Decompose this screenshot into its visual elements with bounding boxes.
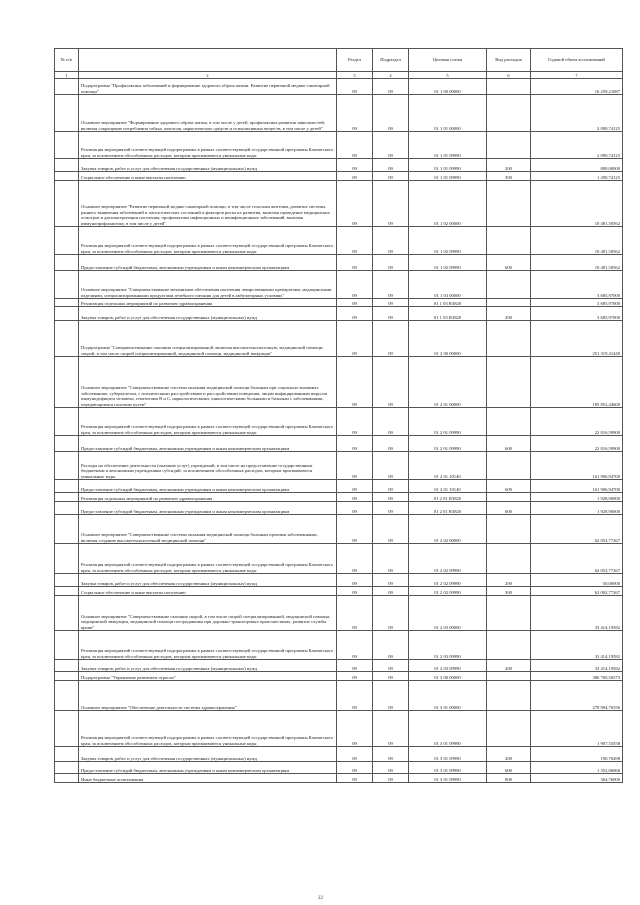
row-expense-type: [487, 493, 531, 502]
row-target-article: 01 2 03 09990: [409, 631, 487, 660]
row-section: 09: [337, 95, 373, 132]
row-expense-type: [487, 408, 531, 436]
row-expense-type: [487, 132, 531, 159]
row-target-article: 01 1 03 R3820: [409, 307, 487, 321]
row-subsection: 09: [373, 452, 409, 480]
row-target-article: 01 2 01 R3820: [409, 493, 487, 502]
row-number: [55, 436, 79, 452]
table-row: [55, 515, 623, 544]
row-subsection: 09: [373, 299, 409, 307]
row-description: Социальное обеспечение и иные выплаты населению: [79, 587, 337, 596]
row-expense-type: 300: [487, 172, 531, 181]
row-subsection: 09: [373, 321, 409, 357]
row-section: 09: [337, 502, 373, 515]
row-expense-type: [487, 544, 531, 574]
row-target-article: 01 2 02 09990: [409, 587, 487, 596]
row-section: 09: [337, 762, 373, 774]
header-name: [79, 49, 337, 72]
table-row: [55, 299, 623, 307]
row-number: [55, 79, 79, 95]
row-subsection: 09: [373, 660, 409, 672]
row-section: 09: [337, 660, 373, 672]
row-amount: 1 928,90000: [531, 502, 623, 515]
table-row: [55, 271, 623, 299]
table-row: [55, 631, 623, 660]
row-subsection: 09: [373, 672, 409, 681]
row-expense-type: 200: [487, 660, 531, 672]
row-subsection: 09: [373, 95, 409, 132]
row-description: Закупка товаров, работ и услуг для обеспечения государственных (муниципальных) нужд: [79, 574, 337, 587]
row-section: 09: [337, 299, 373, 307]
row-expense-type: [487, 631, 531, 660]
row-target-article: 01 1 01 09990: [409, 172, 487, 181]
table-row: [55, 544, 623, 574]
row-target-article: 01 1 02 09990: [409, 227, 487, 255]
row-number: [55, 596, 79, 631]
row-description: Предоставление субсидий бюджетным, автономным учреждениям и иным некоммерческим организациям: [79, 255, 337, 271]
row-target-article: 01 1 01 09990: [409, 132, 487, 159]
row-target-article: 01 2 03 09990: [409, 660, 487, 672]
row-number: [55, 159, 79, 172]
row-target-article: 01 2 00 00000: [409, 321, 487, 357]
row-number: [55, 408, 79, 436]
row-target-article: 01 2 03 00000: [409, 596, 487, 631]
row-amount: 10 481,50562: [531, 255, 623, 271]
table-row: [55, 181, 623, 227]
row-number: [55, 255, 79, 271]
row-target-article: 01 1 02 00000: [409, 181, 487, 227]
row-subsection: 09: [373, 227, 409, 255]
row-target-article: 01 3 01 00000: [409, 681, 487, 711]
row-expense-type: [487, 227, 531, 255]
row-amount: 185 852,44600: [531, 357, 623, 408]
table-row: [55, 660, 623, 672]
row-expense-type: [487, 515, 531, 544]
row-number: [55, 681, 79, 711]
row-target-article: 01 2 01 00000: [409, 357, 487, 408]
row-number: [55, 747, 79, 762]
table-row: [55, 321, 623, 357]
row-number: [55, 774, 79, 783]
table-row: [55, 227, 623, 255]
table-row: [55, 574, 623, 587]
row-description: Основное мероприятие "Совершенствование системы оказания медицинской помощи больным при социально-значимых заболеваниях: туберкулезом, с психическими расстройствами и расстройствами поведения, лицам инфицированным вирусом иммунодефицита человека, гепатитами B и C, наркологическими, онкологическими больными и больным с заболеваниями, передающимися половым путем": [79, 357, 337, 408]
row-section: 09: [337, 574, 373, 587]
row-expense-type: 200: [487, 307, 531, 321]
row-subsection: 09: [373, 255, 409, 271]
row-expense-type: 800: [487, 774, 531, 783]
row-amount: 3 685,97000: [531, 271, 623, 299]
column-number: 3: [337, 72, 373, 79]
row-target-article: 01 1 00 00000: [409, 79, 487, 95]
row-subsection: 09: [373, 587, 409, 596]
column-number: 7: [531, 72, 623, 79]
row-subsection: 09: [373, 480, 409, 493]
header-section: Раздел: [337, 49, 373, 72]
row-subsection: 09: [373, 631, 409, 660]
row-subsection: 09: [373, 271, 409, 299]
row-number: [55, 271, 79, 299]
table-row: [55, 452, 623, 480]
table-row: [55, 762, 623, 774]
table-row: [55, 408, 623, 436]
row-description: Основное мероприятие "Обеспечение деятельности системы здравоохранения": [79, 681, 337, 711]
row-description: Расходы на обеспечение деятельности (оказание услуг) учреждений, в том числе на предоставление государственным бюджетным и автономным учреждениям субсидий, за исключением обособленных расходов, которым присваиваются уникальные коды: [79, 452, 337, 480]
row-description: Предоставление субсидий бюджетным, автономным учреждениям и иным некоммерческим организациям: [79, 762, 337, 774]
row-subsection: 09: [373, 132, 409, 159]
row-amount: 22 016,59900: [531, 408, 623, 436]
row-section: 09: [337, 596, 373, 631]
column-number-row: [55, 72, 623, 79]
row-subsection: 09: [373, 747, 409, 762]
table-row: [55, 307, 623, 321]
row-amount: 2 090,74125: [531, 132, 623, 159]
row-expense-type: 600: [487, 762, 531, 774]
table-row: [55, 95, 623, 132]
row-section: 09: [337, 307, 373, 321]
row-amount: 16 259,21087: [531, 79, 623, 95]
table-row: [55, 596, 623, 631]
row-section: 09: [337, 227, 373, 255]
row-amount: 800,00000: [531, 159, 623, 172]
row-subsection: 09: [373, 574, 409, 587]
row-description: Реализация мероприятий соответствующей подпрограммы в рамках соответствующей государственной программы Камчатского края, за исключением обособленных расходов, которым присваиваются уникальные коды: [79, 227, 337, 255]
row-target-article: 01 2 01 10140: [409, 452, 487, 480]
row-section: 09: [337, 515, 373, 544]
row-target-article: 01 2 01 09990: [409, 436, 487, 452]
table-row: [55, 480, 623, 493]
row-description: Предоставление субсидий бюджетным, автономным учреждениям и иным некоммерческим организациям: [79, 436, 337, 452]
row-subsection: 09: [373, 357, 409, 408]
row-section: 09: [337, 631, 373, 660]
row-target-article: 01 3 01 09990: [409, 711, 487, 747]
row-number: [55, 762, 79, 774]
row-subsection: 09: [373, 79, 409, 95]
row-subsection: 09: [373, 436, 409, 452]
row-subsection: 09: [373, 159, 409, 172]
row-number: [55, 544, 79, 574]
row-expense-type: 600: [487, 480, 531, 493]
row-target-article: 01 2 01 09990: [409, 408, 487, 436]
table-row: [55, 502, 623, 515]
table-row: [55, 436, 623, 452]
header-expense-type: Вид расходов: [487, 49, 531, 72]
row-expense-type: 200: [487, 574, 531, 587]
table-row: [55, 159, 623, 172]
row-number: [55, 480, 79, 493]
header-target-article: Целевая статья: [409, 49, 487, 72]
row-expense-type: [487, 95, 531, 132]
row-target-article: 01 2 01 10140: [409, 480, 487, 493]
row-number: [55, 95, 79, 132]
table-row: [55, 493, 623, 502]
row-subsection: 09: [373, 711, 409, 747]
table-row: [55, 172, 623, 181]
row-expense-type: [487, 321, 531, 357]
row-expense-type: 600: [487, 436, 531, 452]
row-description: Основное мероприятие "Совершенствование оказания скорой, в том числе скорой специализированной, медицинской помощи, медицинской эвакуации, медицинской помощи пострадавшим при дорожно-транспортных происшествиях, развитие службы крови": [79, 596, 337, 631]
table-row: [55, 711, 623, 747]
row-description: Реализация отдельных мероприятий по развитию здравоохранения: [79, 299, 337, 307]
row-amount: 50,00000: [531, 574, 623, 587]
column-number: 2: [79, 72, 337, 79]
row-target-article: 01 1 01 09990: [409, 159, 487, 172]
row-target-article: 01 3 01 09990: [409, 774, 487, 783]
row-section: 09: [337, 436, 373, 452]
header-subsection: Подраздел: [373, 49, 409, 72]
page-number: 22: [318, 896, 323, 901]
row-amount: 161 906,94700: [531, 480, 623, 493]
row-amount: 190,70498: [531, 747, 623, 762]
row-subsection: 09: [373, 493, 409, 502]
table-row: [55, 747, 623, 762]
row-subsection: 09: [373, 181, 409, 227]
row-amount: 161 906,94700: [531, 452, 623, 480]
row-section: 09: [337, 79, 373, 95]
row-number: [55, 299, 79, 307]
row-expense-type: [487, 452, 531, 480]
row-target-article: 01 3 01 09990: [409, 747, 487, 762]
table-row: [55, 357, 623, 408]
row-subsection: 09: [373, 774, 409, 783]
row-description: Закупка товаров, работ и услуг для обеспечения государственных (муниципальных) нужд: [79, 159, 337, 172]
row-description: Основное мероприятие "Совершенствование системы оказания медицинской помощи больным прочими заболеваниями, включая создание высокотехнологичной медицинской помощи": [79, 515, 337, 544]
row-section: 09: [337, 181, 373, 227]
table-row: [55, 681, 623, 711]
row-expense-type: [487, 181, 531, 227]
budget-table: [54, 48, 623, 783]
row-target-article: 01 1 02 09990: [409, 255, 487, 271]
row-number: [55, 452, 79, 480]
row-subsection: 09: [373, 596, 409, 631]
row-target-article: 01 2 02 09990: [409, 574, 487, 587]
row-number: [55, 227, 79, 255]
row-expense-type: [487, 299, 531, 307]
row-description: Реализация мероприятий соответствующей подпрограммы в рамках соответствующей государственной программы Камчатского края, за исключением обособленных расходов, которым присваиваются уникальные коды: [79, 408, 337, 436]
row-description: Предоставление субсидий бюджетным, автономным учреждениям и иным некоммерческим организациям: [79, 502, 337, 515]
row-amount: 33 414,19582: [531, 660, 623, 672]
table-row: [55, 255, 623, 271]
row-subsection: 09: [373, 681, 409, 711]
row-subsection: 09: [373, 544, 409, 574]
row-number: [55, 493, 79, 502]
row-description: Иные бюджетные ассигнования: [79, 774, 337, 783]
row-description: Закупка товаров, работ и услуг для обеспечения государственных (муниципальных) нужд: [79, 307, 337, 321]
row-subsection: 09: [373, 762, 409, 774]
row-amount: 3 685,97000: [531, 307, 623, 321]
row-amount: 22 016,59900: [531, 436, 623, 452]
row-description: Подпрограмма "Профилактика заболеваний и формирование здорового образа жизни. Развитие первичной медико-санитарной помощи": [79, 79, 337, 95]
row-target-article: 01 1 03 R3820: [409, 299, 487, 307]
row-expense-type: [487, 271, 531, 299]
row-number: [55, 181, 79, 227]
row-amount: 1 907,53558: [531, 711, 623, 747]
row-description: Социальное обеспечение и иные выплаты населению: [79, 172, 337, 181]
row-amount: 386 700,56573: [531, 672, 623, 681]
row-target-article: 01 3 00 00000: [409, 672, 487, 681]
row-expense-type: [487, 79, 531, 95]
row-description: Основное мероприятие "Формирование здорового образа жизни, в том числе у детей, профилактика развития зависимостей, включая сокращение потребления табака, алкоголя, наркотических средств и психоактивных веществ, в том числе у детей": [79, 95, 337, 132]
column-number: 5: [409, 72, 487, 79]
row-target-article: 01 2 02 09990: [409, 544, 487, 574]
row-section: 09: [337, 711, 373, 747]
row-target-article: 01 2 01 R3820: [409, 502, 487, 515]
column-number: 1: [55, 72, 79, 79]
row-description: Подпрограмма "Управление развитием отрасли": [79, 672, 337, 681]
row-section: 09: [337, 271, 373, 299]
row-expense-type: [487, 681, 531, 711]
row-number: [55, 172, 79, 181]
row-section: 09: [337, 544, 373, 574]
row-section: 09: [337, 480, 373, 493]
row-section: 09: [337, 774, 373, 783]
row-amount: 62 002,77267: [531, 587, 623, 596]
row-section: 09: [337, 321, 373, 357]
row-number: [55, 631, 79, 660]
row-amount: 3 685,97000: [531, 299, 623, 307]
header-row: [55, 49, 623, 72]
row-expense-type: [487, 711, 531, 747]
table-row: [55, 587, 623, 596]
row-target-article: 01 1 03 00000: [409, 271, 487, 299]
row-section: 09: [337, 672, 373, 681]
row-subsection: 09: [373, 515, 409, 544]
row-target-article: 01 2 02 00000: [409, 515, 487, 544]
row-description: Подпрограмма "Совершенствование оказания специализированной, включая высокотехнологичную, медицинской помощи, скорой, в том числе скорой специализированной, медицинской помощи, медицинской эвакуации": [79, 321, 337, 357]
row-section: 09: [337, 493, 373, 502]
table-row: [55, 79, 623, 95]
row-description: Закупка товаров, работ и услуг для обеспечения государственных (муниципальных) нужд: [79, 747, 337, 762]
row-description: Реализация отдельных мероприятий по развитию здравоохранения: [79, 493, 337, 502]
row-subsection: 09: [373, 408, 409, 436]
row-number: [55, 672, 79, 681]
row-description: Предоставление субсидий бюджетным, автономным учреждениям и иным некоммерческим организациям: [79, 480, 337, 493]
table-row: [55, 132, 623, 159]
row-number: [55, 660, 79, 672]
row-description: Реализация мероприятий соответствующей подпрограммы в рамках соответствующей государственной программы Камчатского края, за исключением обособленных расходов, которым присваиваются уникальные коды: [79, 132, 337, 159]
row-amount: 364,76000: [531, 774, 623, 783]
row-expense-type: 200: [487, 747, 531, 762]
row-subsection: 09: [373, 172, 409, 181]
row-number: [55, 502, 79, 515]
row-number: [55, 357, 79, 408]
row-description: Реализация мероприятий соответствующей подпрограммы в рамках соответствующей государственной программы Камчатского края, за исключением обособленных расходов, которым присваиваются уникальные коды: [79, 631, 337, 660]
row-subsection: 09: [373, 307, 409, 321]
row-expense-type: [487, 672, 531, 681]
row-description: Реализация мероприятий соответствующей подпрограммы в рамках соответствующей государственной программы Камчатского края, за исключением обособленных расходов, которым присваиваются уникальные коды: [79, 711, 337, 747]
row-amount: 10 481,50562: [531, 181, 623, 227]
header-annual-amount: Годовой объем ассигнований: [531, 49, 623, 72]
row-number: [55, 307, 79, 321]
row-number: [55, 587, 79, 596]
column-number: 4: [373, 72, 409, 79]
row-section: 09: [337, 255, 373, 271]
row-description: Основное мероприятие "Совершенствование механизмов обеспечения населения лекарственными препаратами, медицинскими изделиями, специализированными продуктами лечебного питания для детей в амбулаторных условиях": [79, 271, 337, 299]
row-amount: 278 994,76556: [531, 681, 623, 711]
row-expense-type: 600: [487, 502, 531, 515]
row-number: [55, 574, 79, 587]
row-expense-type: [487, 357, 531, 408]
row-expense-type: [487, 596, 531, 631]
table-row: [55, 672, 623, 681]
row-target-article: 01 1 01 00000: [409, 95, 487, 132]
row-number: [55, 132, 79, 159]
row-section: 09: [337, 408, 373, 436]
row-amount: 62 052,77267: [531, 515, 623, 544]
row-section: 09: [337, 681, 373, 711]
row-number: [55, 711, 79, 747]
row-subsection: 09: [373, 502, 409, 515]
header-number: № п/п: [55, 49, 79, 72]
row-amount: 33 414,19582: [531, 596, 623, 631]
row-target-article: 01 3 01 09990: [409, 762, 487, 774]
row-expense-type: 600: [487, 255, 531, 271]
row-section: 09: [337, 159, 373, 172]
row-amount: 1 352,06060: [531, 762, 623, 774]
row-section: 09: [337, 747, 373, 762]
row-amount: 1 290,74125: [531, 172, 623, 181]
column-number: 6: [487, 72, 531, 79]
row-description: Основное мероприятие "Развитие первичной медико-санитарной помощи, в том числе сельским жителям, развитие системы раннего выявления заболеваний и патологических состояний и факторов риска их развития, включая проведение медицинских осмотров и диспансеризации населения, профилактика инфекционных и неинфекционных заболеваний, включая иммунопрофилактику, в том числе у детей": [79, 181, 337, 227]
row-amount: 62 052,77267: [531, 544, 623, 574]
row-amount: 33 414,19582: [531, 631, 623, 660]
row-number: [55, 321, 79, 357]
row-section: 09: [337, 172, 373, 181]
row-section: 09: [337, 587, 373, 596]
row-section: 09: [337, 452, 373, 480]
row-amount: 251 319,41449: [531, 321, 623, 357]
row-expense-type: 300: [487, 587, 531, 596]
budget-sheet: [54, 48, 622, 783]
row-amount: 1 928,90000: [531, 493, 623, 502]
row-expense-type: 200: [487, 159, 531, 172]
row-section: 09: [337, 357, 373, 408]
row-amount: 2 090,74125: [531, 95, 623, 132]
row-amount: 10 481,50562: [531, 227, 623, 255]
row-section: 09: [337, 132, 373, 159]
row-description: Закупка товаров, работ и услуг для обеспечения государственных (муниципальных) нужд: [79, 660, 337, 672]
table-body: [55, 79, 623, 783]
table-row: [55, 774, 623, 783]
row-description: Реализация мероприятий соответствующей подпрограммы в рамках соответствующей государственной программы Камчатского края, за исключением обособленных расходов, которым присваиваются уникальные коды: [79, 544, 337, 574]
row-number: [55, 515, 79, 544]
